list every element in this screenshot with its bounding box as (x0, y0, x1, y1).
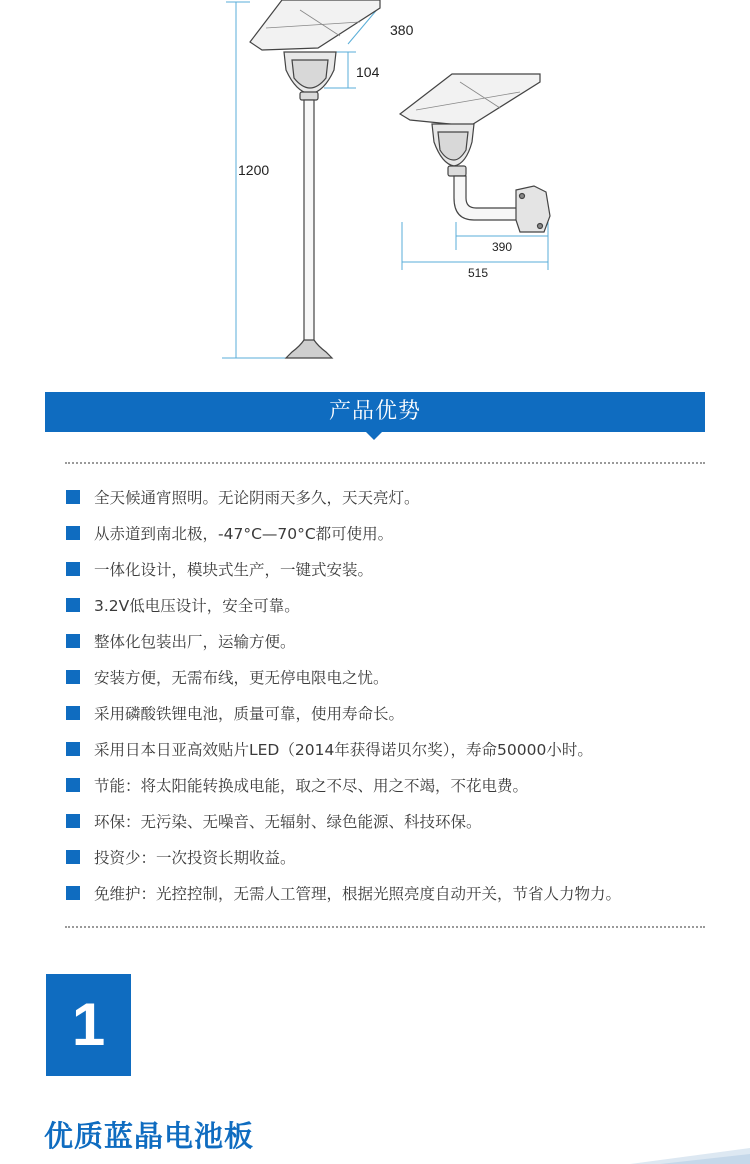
pole-lamp-drawing (250, 0, 380, 358)
list-item (66, 732, 716, 768)
list-item (66, 588, 716, 624)
dim-label-390: 390 (492, 240, 513, 254)
list-item (66, 876, 716, 912)
corner-decoration (630, 1144, 750, 1164)
feature-text: 安装方便，无需布线，更无停电限电之忧。 (94, 669, 389, 687)
feature-text: 整体化包装出厂，运输方便。 (94, 633, 296, 651)
feature-text: 一体化设计，模块式生产，一键式安装。 (94, 561, 374, 579)
section-number: 1 (46, 974, 131, 1076)
feature-text: 节能：将太阳能转换成电能，取之不尽、用之不竭，不花电费。 (94, 777, 529, 795)
banner-title: 产品优势 (328, 399, 421, 424)
dim-label-1200: 1200 (238, 162, 270, 178)
wall-lamp-drawing (400, 74, 550, 232)
dimension-lines (222, 2, 548, 358)
square-bullet-icon (66, 778, 80, 792)
square-bullet-icon (66, 814, 80, 828)
feature-text: 采用日本日亚高效贴片LED（2014年获得诺贝尔奖），寿命50000小时。 (94, 741, 593, 759)
feature-text: 从赤道到南北极，-47°C—70°C都可使用。 (94, 525, 394, 543)
feature-text: 全天候通宵照明。无论阴雨天多久，天天亮灯。 (94, 489, 420, 507)
banner-notch (366, 432, 382, 440)
section-title: 优质蓝晶电池板 (44, 1119, 255, 1153)
section-banner (45, 392, 705, 432)
square-bullet-icon (66, 886, 80, 900)
divider-bottom (65, 926, 705, 928)
feature-text: 3.2V低电压设计，安全可靠。 (94, 597, 300, 615)
feature-text: 免维护：光控控制，无需人工管理，根据光照亮度自动开关，节省人力物力。 (94, 885, 622, 903)
list-item (66, 516, 716, 552)
divider-top (65, 462, 705, 464)
list-item (66, 840, 716, 876)
list-item (66, 624, 716, 660)
list-item (66, 660, 716, 696)
list-item (66, 804, 716, 840)
square-bullet-icon (66, 742, 80, 756)
dim-label-380: 380 (390, 22, 414, 38)
feature-list (66, 480, 716, 912)
square-bullet-icon (66, 490, 80, 504)
square-bullet-icon (66, 634, 80, 648)
list-item (66, 696, 716, 732)
dim-label-104: 104 (356, 64, 380, 80)
square-bullet-icon (66, 850, 80, 864)
list-item (66, 768, 716, 804)
list-item (66, 480, 716, 516)
square-bullet-icon (66, 526, 80, 540)
product-dimension-drawing (0, 0, 750, 380)
square-bullet-icon (66, 562, 80, 576)
list-item (66, 552, 716, 588)
feature-text: 环保：无污染、无噪音、无辐射、绿色能源、科技环保。 (94, 813, 482, 831)
feature-text: 采用磷酸铁锂电池，质量可靠，使用寿命长。 (94, 705, 405, 723)
square-bullet-icon (66, 706, 80, 720)
square-bullet-icon (66, 598, 80, 612)
feature-text: 投资少：一次投资长期收益。 (94, 849, 296, 867)
dim-label-515: 515 (468, 266, 489, 280)
square-bullet-icon (66, 670, 80, 684)
